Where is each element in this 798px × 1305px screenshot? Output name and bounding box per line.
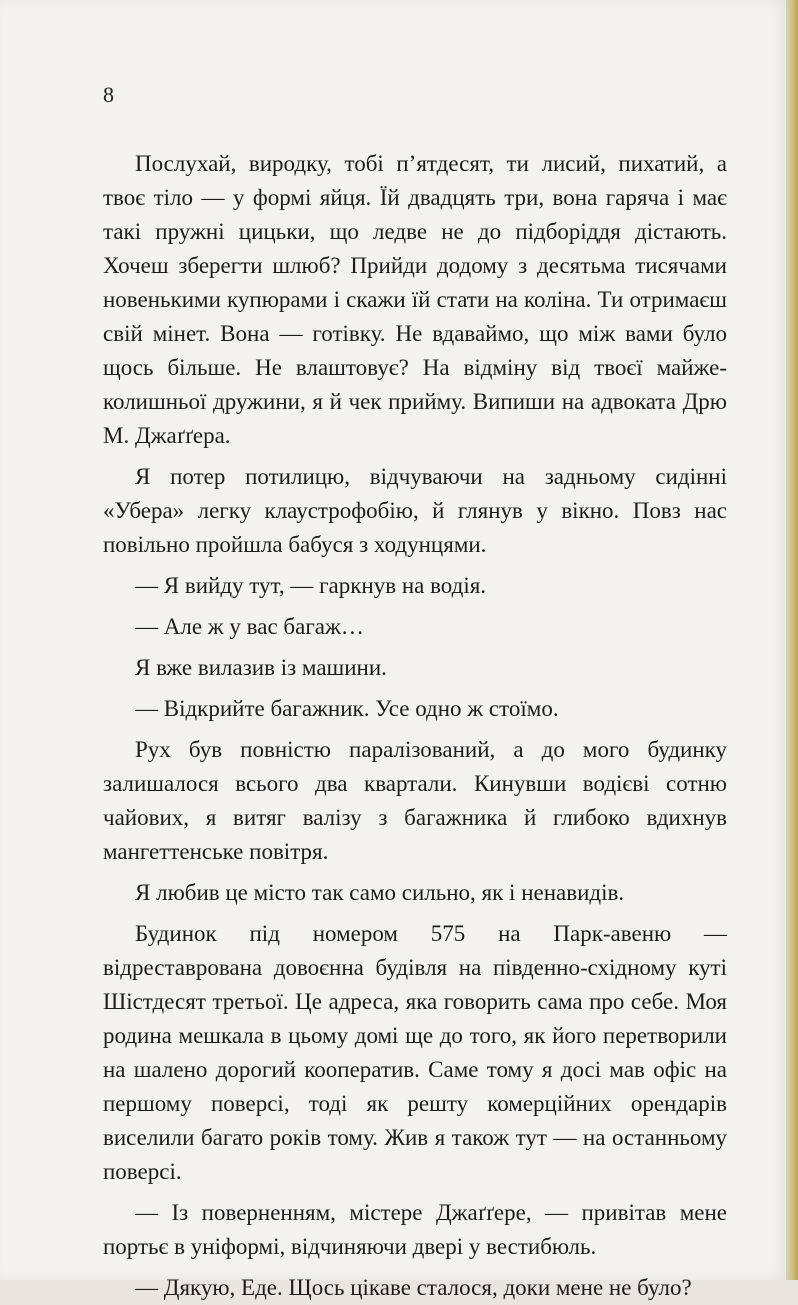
paragraph: Я любив це місто так само сильно, як і ненавидів. bbox=[135, 880, 625, 905]
dialogue-line: — Із поверненням, містере Джаґґере, — привітав мене портьє в уніформі, відчиняючи двері у вестибюль. bbox=[103, 1200, 727, 1259]
dialogue-line: — Я вийду тут, — гаркнув на водія. bbox=[135, 573, 487, 598]
paragraph: Будинок під номером 575 на Парк-авеню — відреставрована довоєнна будівля на південно-східному куті Шістдесят третьої. Це адреса, яка говорить сама про себе. Моя родина мешкала в цьому домі ще до того, як його перетворили на шалено дорогий кооператив. Саме тому я досі мав офіс на першому поверсі, тоді як решту комерційних орендарів виселили багато років тому. Жив я також тут — на останньому поверсі. bbox=[103, 921, 727, 1184]
dialogue-line: — Відкрийте багажник. Усе одно ж стоїмо. bbox=[135, 696, 559, 721]
paragraph: Я потер потилицю, відчуваючи на задньому сидінні «Убера» легку клаустрофобію, й глянув у вікно. Повз нас повільно пройшла бабуся з ходунцями. bbox=[103, 464, 727, 557]
dialogue-line: — Дякую, Еде. Щось цікаве сталося, доки мене не було? bbox=[135, 1275, 692, 1300]
paragraph: Послухай, виродку, тобі п’ятдесят, ти лисий, пихатий, а твоє тіло — у формі яйця. Їй двадцять три, вона гаряча і має такі пружні цицьки, що ледве не до підборіддя дістають. Хочеш зберегти шлюб? Прийди додому з десятьма тисячами новенькими купюрами і скажи їй стати на коліна. Ти отримаєш свій мінет. Вона — готівку. Не вдаваймо, що між вами було щось більше. Не влаштовує? На відміну від твоєї майже-колишньої дружини, я й чек прийму. Випиши на адвоката Дрю М. Джаґґера. bbox=[103, 151, 727, 448]
paragraph: Рух був повністю паралізований, а до мого будинку залишалося всього два квартали. Кинувши водієві сотню чайових, я витяг валізу з багажника й глибоко вдихнув мангеттенське повітря. bbox=[103, 737, 727, 864]
body-text bbox=[103, 147, 727, 1305]
page-number: 8 bbox=[103, 82, 114, 107]
paragraph: Я вже вилазив із машини. bbox=[135, 655, 387, 680]
page-edge bbox=[786, 0, 798, 1280]
dialogue-line: — Але ж у вас багаж… bbox=[135, 614, 364, 639]
